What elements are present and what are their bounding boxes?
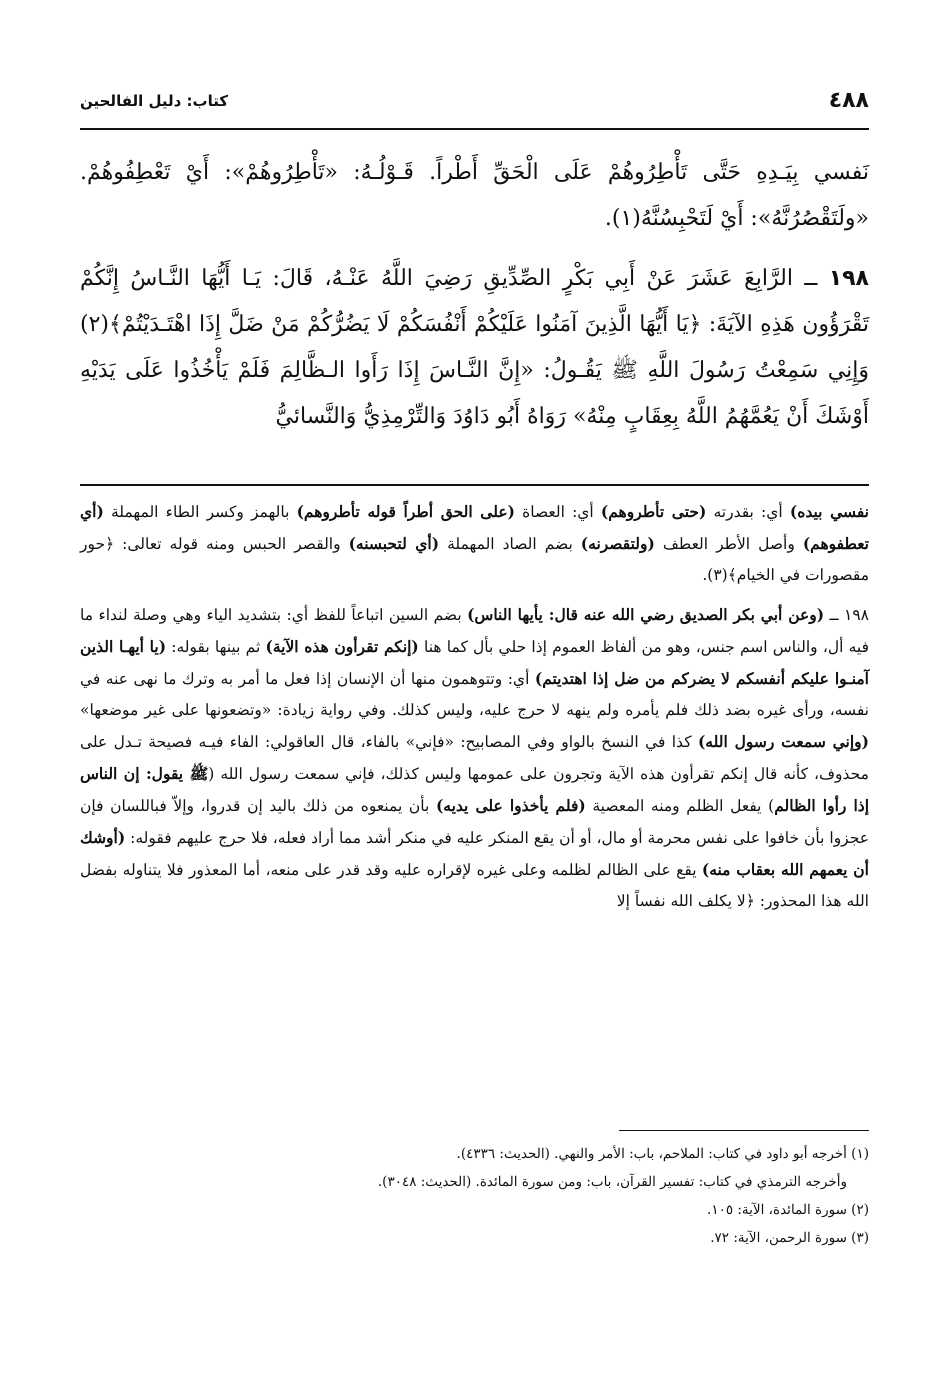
commentary-segment: بضم الصاد المهملة [439,535,581,553]
hadith-text: ــ الرَّابِعَ عَشَرَ عَنْ أَبِي بَكْرٍ الصِّدِّيقِ رَضِيَ اللَّهُ عَنْـهُ، قَالَ: يَـا أَيُّهَا النَّـاسُ إِنَّكُمْ تَقْرَؤُون هَذِهِ الآيَةَ: ﴿يَا أَيُّهَا الَّذِينَ آمَنُوا عَلَيْكُمْ أَنْفُسَكُمْ لَا يَضُرُّكُمْ مَنْ ضَلَّ إِذَا اهْتَـدَيْتُمْ﴾(٢) وَإِنِي سَمِعْتُ رَسُولَ اللَّهِ ﷺ يَقُـولُ: «إِنَّ النَّـاسَ إِذَا رَأَوا الـظَّالِمَ فَلَمْ يَأْخُذُوا عَلَى يَدَيْهِ أَوْشَكَ أَنْ يَعُمَّهُمُ اللَّهُ بِعِقَابٍ مِنْهُ» رَوَاهُ أَبُو دَاوُدَ وَالتِّرْمِذِيُّ وَالنَّسائيُّ [80,266,869,429]
commentary-segment: وأصل الأطر العطف [654,535,803,553]
footnote-rule [619,1130,869,1131]
commentary-segment: أي: وتتوهمون منها أن الإنسان إذا فعل ما أمر به وترك ما نهى عنه في نفسه، ورأى غيره بضد ذلك فلم يأمره ولم ينهه لا حرج عليه، وليس كذلك. وفي رواية زيادة: «وتضعونها على غير موضعها» [80,670,869,719]
commentary-segment: ثم بينها بقوله: [166,638,266,656]
hadith-paragraph [80,256,869,440]
commentary-segment: نفسي بيده) [789,502,869,521]
footnotes [80,1140,869,1252]
matn-paragraph: نَفسي بِيَـدِهِ حَتَّى تَأْطِرُوهُمْ عَلَى الْحَقِّ أَطْراً. قَـوْلُـهُ: «تَأْطِرُوهُمْ»: أَيْ تَعْطِفُوهُمْ. «ولَتَقْصُرُنَّهُ»: أَيْ لَتَحْبِسُنَّهُ(١). [80,160,869,231]
text-divider [80,484,869,486]
commentary-segment: (حتى تأطروهم) [600,502,707,521]
commentary-segment: (أي تعطفوهم) [80,502,869,553]
commentary [80,496,869,917]
footnote-1-continued: وأخرجه الترمذي في كتاب: تفسير القرآن، باب: ومن سورة المائدة. (الحديث: ٣٠٤٨). [377,1174,847,1190]
page-header [80,88,869,130]
footnote-1: (١) أخرجه أبو داود في كتاب: الملاحم، باب: الأمر والنهي. (الحديث: ٤٣٣٦). [456,1146,869,1162]
commentary-segment: (إنكم تقرأون هذه الآية) [265,637,419,656]
commentary-segment: ) يفعل الظلم ومنه المعصية [585,797,775,815]
commentary-segment: بأن يمنعوه من ذلك باليد إن قدروا، وإلاّ فباللسان فإن عجزوا بأن خافوا على نفس محرمة أو مال، أو أن يقع المنكر عليه في منكر أشد مما أراد فعله، فلا حرج عليهم فقوله: [80,797,869,847]
commentary-segment: بالهمز وكسر الطاء المهملة [103,503,297,521]
commentary-segment: (وعن أبي بكر الصديق رضي الله عنه قال: يأيها الناس) [467,605,825,624]
commentary-segment: بضم السين اتباعاً للفظ أي: بتشديد الياء وهي وصلة لنداء ما فيه أل، والناس اسم جنس، وهو من ألفاظ العموم إذا حلي بأل كما هنا [80,606,870,656]
running-title: كتاب: دليل الفالحين [80,92,229,110]
hadith-number: ١٩٨ [828,266,869,291]
commentary-paragraph-2 [80,599,869,917]
commentary-segment: (فلم يأخذوا على يديه) [435,796,586,815]
commentary-segment: (على الحق أطراً قوله تأطروهم) [296,502,515,521]
commentary-paragraph-1 [80,496,869,591]
commentary-segment: (وإني سمعت رسول الله) [697,732,869,751]
commentary-segment: يقع على الظالم لظلمه وعلى غيره لإقراره عليه وقد قدر على منعه، أما المعذور فلا يتناوله بفضل الله هذا المحذور: ﴿لا يكلف الله نفساً إلا [80,861,869,910]
commentary-segment: ١٩٨ ــ [824,606,870,624]
commentary-segment: ﷺ يقول: إن الناس إذا رأوا الظالم [80,764,869,815]
commentary-segment: (ولتقصرنه) [580,534,655,553]
main-text [80,150,869,440]
commentary-segment: (يا أيهـا الذين آمنـوا عليكم أنفسكم لا يضركم من ضل إذا اهتديتم) [80,637,869,688]
commentary-segment: أي: بقدرته [706,503,790,521]
footnote-3: (٣) سورة الرحمن، الآية: ٧٢. [710,1230,869,1246]
commentary-segment: (أوشك أن يعمهم الله بعقاب منه) [80,828,869,879]
page-number: ٤٨٨ [828,88,869,113]
commentary-segment: (أي لتحبسنه) [348,534,440,553]
footnote-2: (٢) سورة المائدة، الآية: ١٠٥. [707,1202,869,1218]
commentary-segment: والقصر الحبس ومنه قوله تعالى: ﴿حور مقصورات في الخيام﴾(٣). [80,535,869,584]
commentary-segment: كذا في النسخ بالواو وفي المصابيح: «فإني» بالفاء، قال العاقولي: الفاء فيـه فصيحة تـدل على محذوف، كأنه قال إنكم تقرأون هذه الآية وتجرون على عمومها وليس كذلك، فإني سمعت رسول الله ( [80,733,869,783]
commentary-segment: أي: العصاة [514,503,601,521]
